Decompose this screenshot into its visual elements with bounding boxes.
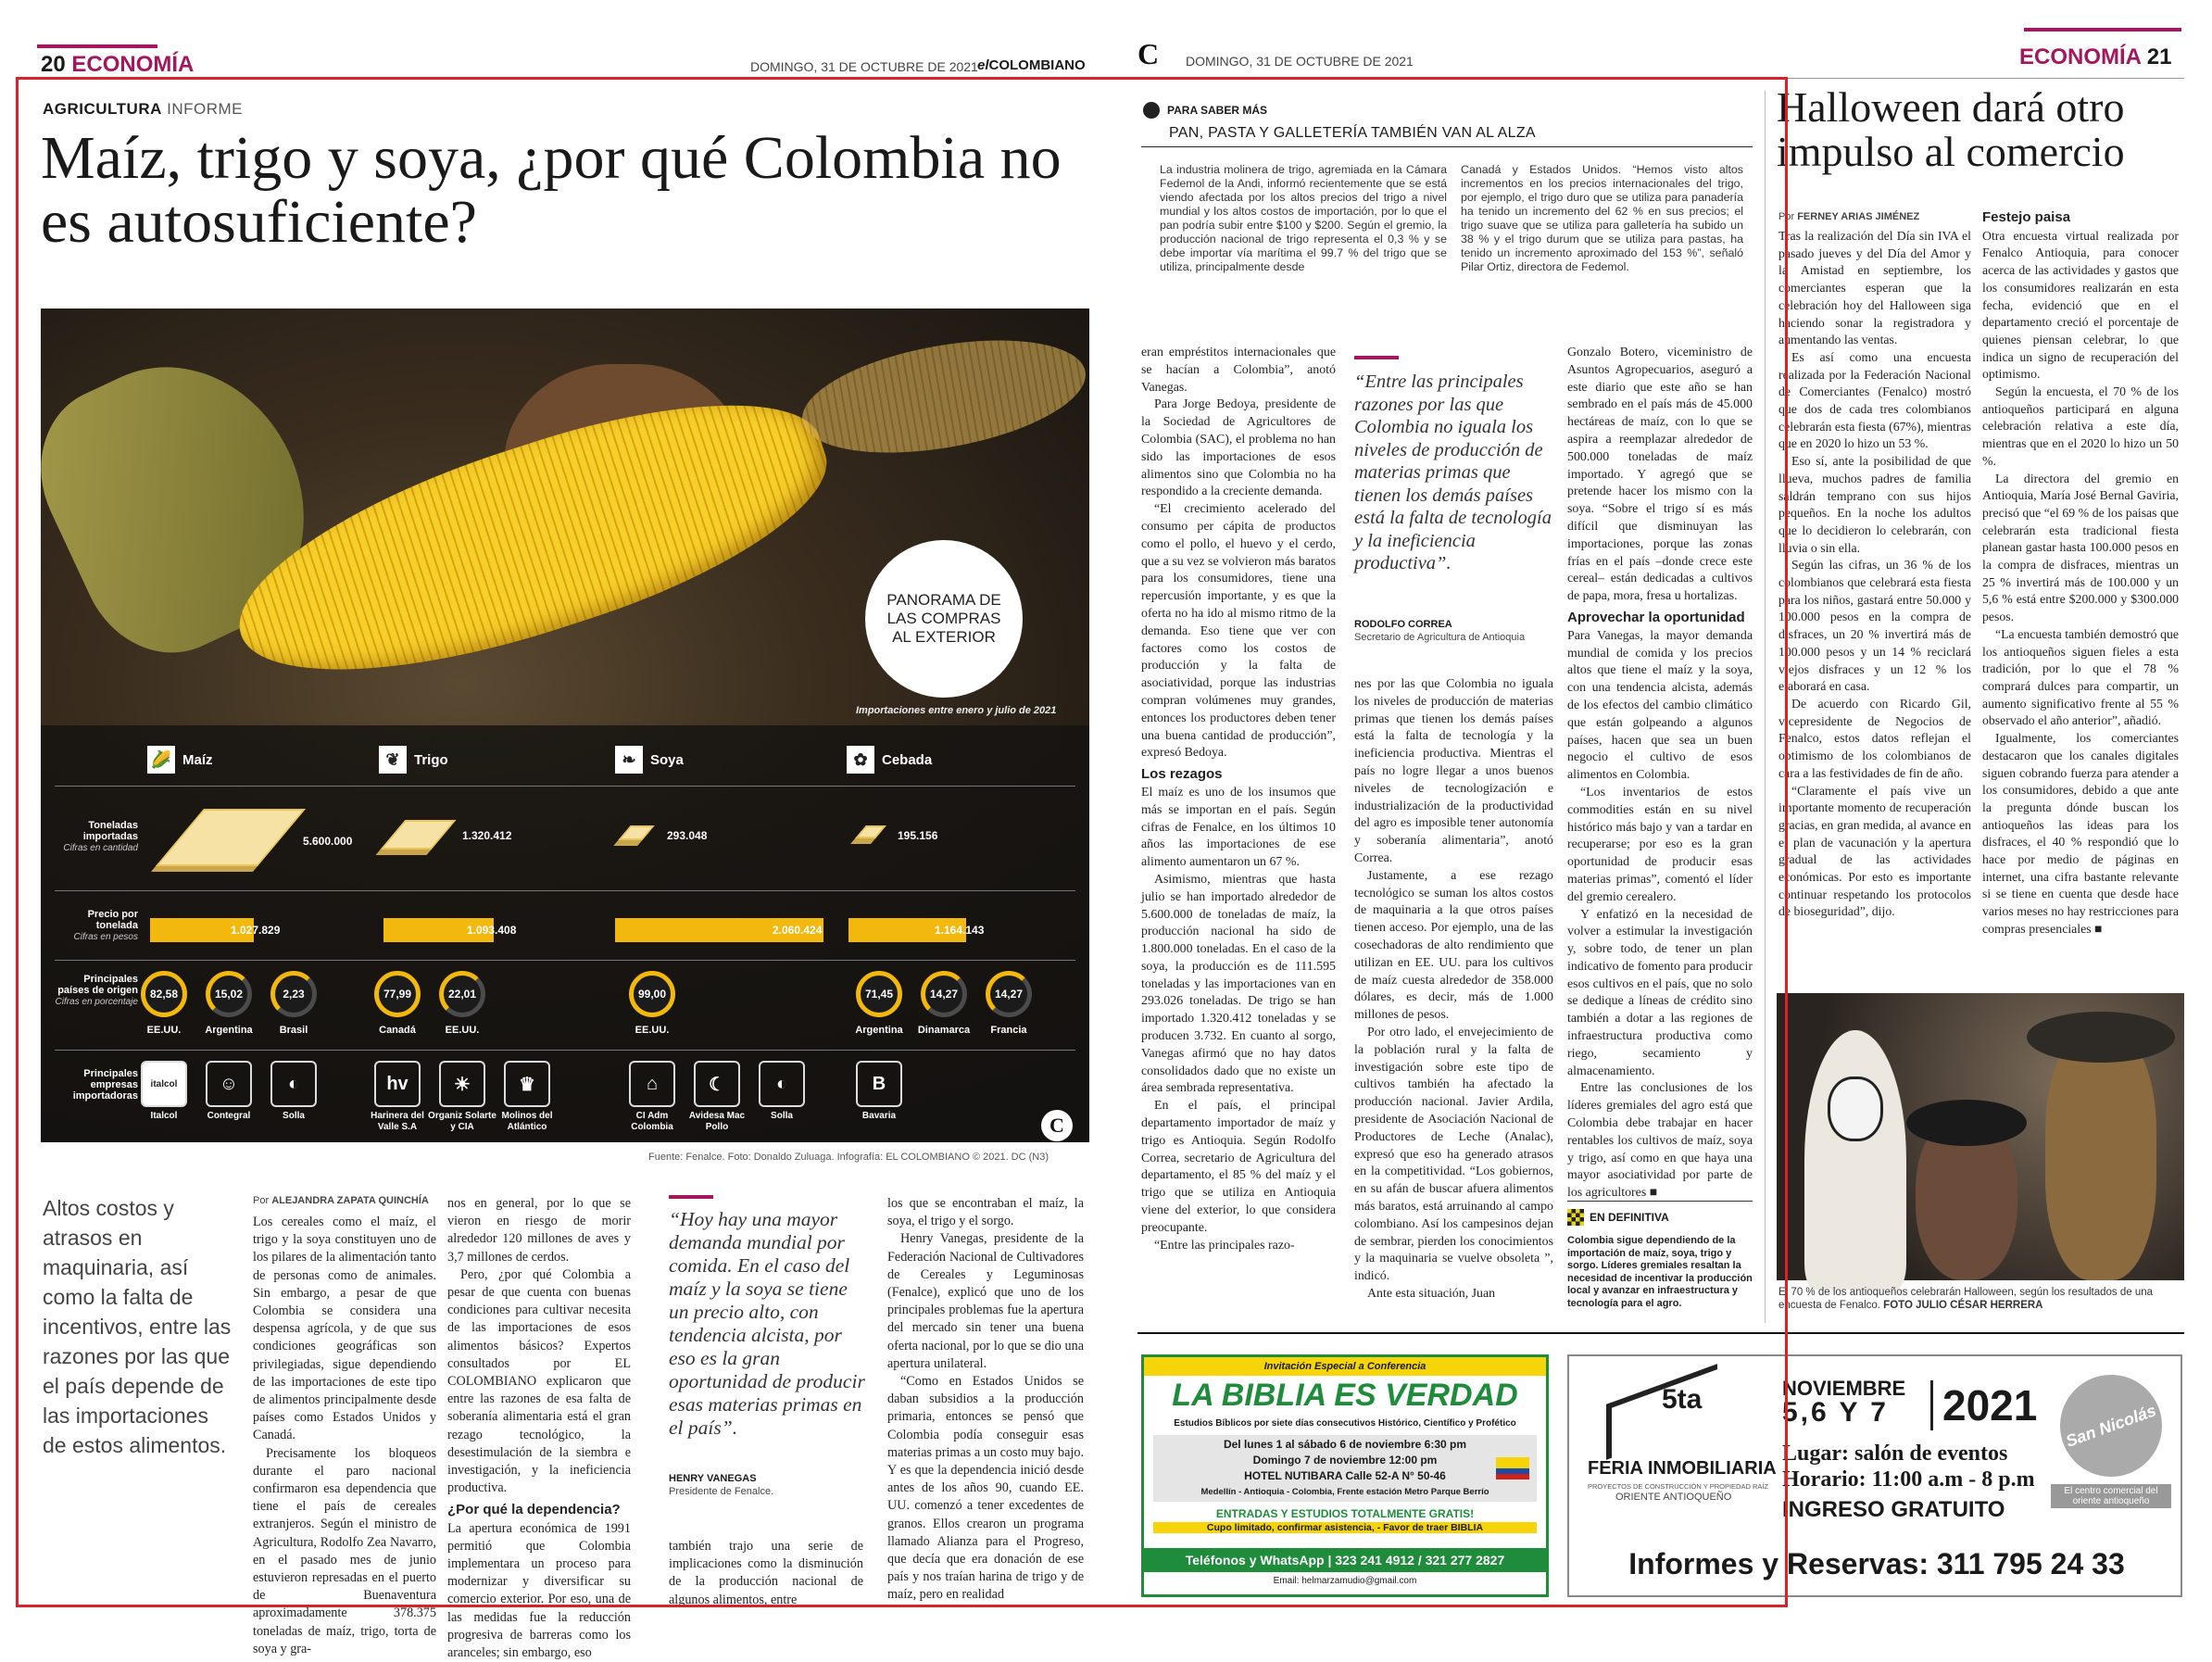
ad-title: LA BIBLIA ES VERDAD — [1172, 1378, 1518, 1413]
price-value: 1.164.143 — [935, 924, 985, 937]
subhead: Los rezagos — [1141, 766, 1223, 783]
right-col-2 — [1354, 676, 1553, 1303]
pullquote-role: Presidente de Fenalce. — [669, 1486, 774, 1497]
ad-feria — [1567, 1354, 2182, 1597]
solla-logo: ◐ — [270, 1061, 317, 1107]
row-separator — [55, 786, 1075, 787]
quote2-role: Secretario de Agricultura de Antioquia — [1354, 632, 1526, 643]
paragraph: Igualmente, los comerciantes destacaron que los canales digitales siguen cobrando fuerza para atender a los consumidores, debido a que ante la pregunta dónde buscan los antioqueños las ideas para los disfraces, el 40 % respondió que lo hace por medio de páginas en internet, una cifra bastante relevante si se tiene en cuenta que desde hace varios meses no hay restricciones para compras presenciales ■ — [1982, 731, 2179, 936]
origin-country: Francia — [990, 1025, 1027, 1036]
article-col-2 — [447, 1195, 631, 1662]
definitiva-label: EN DEFINITIVA — [1567, 1209, 1669, 1226]
article-col-3-bottom: también trajo una serie de implicaciones como la disminución de la producción nacional de algunos alimentos, entre — [669, 1539, 863, 1607]
quote2-name: RODOLFO CORREA — [1354, 619, 1452, 630]
paragraph: Gonzalo Botero, viceministro de Asuntos Agropecuarios, aseguró a este diario que este año se han sembrado en el país más de 45.000 hectáreas de maíz, con lo que se aspira a reemplazar alrededor de 500.000 toneladas de maíz importado. Y agregó que se pretende hacer los mismo con la soya. “Sobre el trigo sí es más difícil que disminuyan las importaciones, porque las zonas frías en el país –donde crece este cereal– están dedicadas a cultivos de papa, mora, fresa u hortalizas. — [1567, 346, 1753, 604]
tons-value: 1.320.412 — [462, 829, 512, 842]
subhead: Festejo paisa — [1982, 209, 2071, 225]
article-col-1 — [253, 1214, 436, 1658]
origin-label: Principales países de origen Cifras en porcentaje — [55, 974, 138, 1007]
origin-share-circle: 82,58 — [141, 971, 187, 1017]
halloween-col-a — [1778, 228, 1971, 921]
right-col-3 — [1567, 345, 1753, 1202]
avidesa-logo: ☾ — [694, 1061, 740, 1107]
company-name: Solla — [283, 1111, 305, 1121]
row-separator — [55, 890, 1075, 891]
sidebar-title: PAN, PASTA Y GALLETERÍA TAMBIÉN VAN AL ALZA — [1169, 125, 1536, 141]
origin-share-circle: 15,02 — [206, 971, 252, 1017]
headline: Maíz, trigo y soya, ¿por qué Colombia no es autosuficiente? — [41, 124, 1062, 256]
tons-value: 5.600.000 — [303, 835, 353, 848]
ad-fair-tagline: PROYECTOS DE CONSTRUCCIÓN Y PROPIEDAD RAÍZ — [1588, 1482, 1769, 1491]
deck: Altos costos y atrasos en maquinaria, así como la falta de incentivos, entre las razones por las que el país depende de las importaciones de estos alimentos. — [43, 1196, 232, 1457]
ad-entry: INGRESO GRATUITO — [1782, 1497, 2005, 1522]
left-page-bar — [37, 44, 157, 48]
paragraph: Tras la realización del Día sin IVA el pasado jueves y del Día del Amor y la Amistad en septiembre, los comerciantes esperan que la celebración hoy del Halloween siga haciendo sonar la registradora y aumentando las ventas. — [1778, 229, 1971, 347]
origin-share-circle: 77,99 — [374, 971, 421, 1017]
row-separator — [55, 960, 1075, 961]
sidebar-col-1: La industria molinera de trigo, agremiada en la Cámara Fedemol de la Andi, informó recientemente que se está viendo afectada por los altos precios del trigo a nivel mundial y los altos costos de importación, por lo que el pan podría subir entre $100 y $200. Según el gremio, la producción nacional de trigo representa el 0,3 % y se debe importar vía marítima el 99.7 % del trigo que se utiliza, principalmente desde — [1160, 163, 1447, 273]
right-col-1 — [1141, 345, 1336, 1254]
paragraph: eran empréstitos internacionales que se hacían a Colombia”, anotó Vanegas. — [1141, 346, 1336, 395]
column-divider — [1765, 91, 1766, 1323]
origin-share-circle: 2,23 — [270, 971, 317, 1017]
ad-place: Lugar: salón de eventos — [1782, 1442, 2008, 1466]
infographic — [41, 308, 1089, 1142]
company-name: CI Adm Colombia — [631, 1111, 673, 1132]
origin-country: EE.UU. — [635, 1025, 670, 1036]
paragraph: De acuerdo con Ricardo Gil, vicepresidente de Negocios de Fenalco, estos datos reflejan el optimismo de los colombianos de cara a las festividades de fin de año. — [1778, 696, 1971, 780]
origin-share-circle: 99,00 — [629, 971, 675, 1017]
paragraph: “Los inventarios de estos commodities están en su nivel histórico más bajo y van a tardar en recuperarse; por eso es la gran oportunidad de producir esas materias primas”, comentó el líder del gremio cerealero. — [1567, 785, 1753, 904]
section-label: ECONOMÍA — [71, 52, 195, 77]
paragraph: Según las cifras, un 36 % de los colombianos que celebrará esta fiesta para los niños, gastará entre 50.000 y 100.000 pesos en la compra de disfraces, un 20 % invertirá más de 100.000 pesos y un 14 % reciclará viejos disfraces y un 12 % los elaborará en casa. — [1778, 558, 1971, 694]
ad-fair-name: FERIA INMOBILIARIA — [1588, 1458, 1777, 1479]
costume-skull-face — [1828, 1077, 1883, 1141]
bavaria-logo: B — [856, 1061, 902, 1107]
ad-edition: 5ta — [1662, 1384, 1703, 1415]
byline: Por ALEJANDRA ZAPATA QUINCHÍA — [253, 1195, 429, 1206]
paragraph: La directora del gremio en Antioquia, María José Bernal Gaviria, precisó que “el 69 % de los paisas que celebrarán esta tradicional fiesta planean gastar hasta 100.000 pesos en la compra de disfraces, mientras un 25 % invertirá más de 100.000 y un 5,6 % está entre $200.000 y $300.000 pesos. — [1982, 471, 2179, 624]
paragraph: “Entre las principales razo- — [1154, 1238, 1295, 1253]
ad-rule — [1137, 1332, 2184, 1334]
origin-country: EE.UU. — [146, 1025, 182, 1036]
costume-nun — [1804, 1030, 1906, 1290]
ad-reservations: Informes y Reservas: 311 795 24 33 — [1628, 1547, 2125, 1580]
origin-country: Argentina — [205, 1025, 253, 1036]
header-rule — [1137, 78, 2184, 79]
paragraph: Por otro lado, el envejecimiento de la población rural y la falta de investigación sobre este tipo de cultivos también ha afectado la producción nacional. Javier Ardila, presidente de Asociación Nacional de Productores de Leche (Analac), expresó que eso ha generado atrasos en la competitividad. “Los gobiernos, en su afán de buscar afuera alimentos más baratos, está arruinando al campo colombiano. Así los campesinos dejan de sembrar, pierden los conocimientos y la maquinaria se vuelve obsoleta ”, indicó. — [1354, 1025, 1553, 1284]
san-nicolas-logo-icon: San Nicolás — [2060, 1375, 2162, 1477]
origin-country: Brasil — [279, 1025, 308, 1036]
paragraph: “La encuesta también demostró que los antioqueños siguen fieles a esta tradición, por lo que el 78 % comprará dulces para compartir, un aumento significativo frente al 55 % observado el año anterior”, añadió. — [1982, 626, 2179, 728]
paragraph: nos en general, por lo que se vieron en riesgo de morir alrededor 120 millones de aves y 3,7 millones de cerdos. — [447, 1196, 631, 1265]
halloween-photo — [1777, 993, 2184, 1280]
tons-label: Toneladas importadas Cifras en cantidad — [63, 820, 138, 853]
paragraph: Pero, ¿por qué Colombia a pesar de que cuenta con buenas condiciones para cultivar necesita de las importaciones de esos alimentos básicos? Expertos consultados por EL COLOMBIANO explicaron que entre las razones de esa falta de soberanía alimentaria está el gran rezago tecnológico, la desestimulación de la siembra e investigación, y la ineficiencia productiva. — [447, 1266, 631, 1496]
colombiano-logo-icon: C — [1041, 1110, 1073, 1141]
company-name: Italcol — [150, 1111, 178, 1121]
halloween-caption: El 70 % de los antioqueños celebrarán Halloween, según los resultados de una encuesta de Fenalco. FOTO JULIO CÉSAR HERRERA — [1778, 1287, 2154, 1311]
paragraph: Justamente, a ese rezago tecnológico se suman los altos costos de maquinaria a la que otros países tienen acceso. Por ejemplo, una de las cosechadoras de alto rendimiento que utilizan en EE. UU. para los cultivos de maíz cuesta alrededor de 358.000 dólares, es decir, más de 1.000 millones de pesos. — [1354, 868, 1553, 1023]
pullquote-rule — [669, 1195, 713, 1199]
paragraph: Es así como una encuesta realizada por la Federación Nacional de Comerciantes (Fenalco) mostró que dos de cada tres colombianos celebrarán esta fiesta (67%), mientras que en 2020 lo hizo un 53 %. — [1778, 349, 1971, 451]
origin-share-circle: 14,27 — [986, 971, 1032, 1017]
pullquote-name: HENRY VANEGAS — [669, 1473, 757, 1484]
ad-dates: Del lunes 1 al sábado 6 de noviembre 6:30 pm Domingo 7 de noviembre 12:00 pm HOTEL NUTIBARA Calle 52-A N° 50-46 Medellín - Antioquia - Colombia, Frente estación Metro Parque Berrío — [1153, 1435, 1537, 1502]
paragraph: “Claramente el país vive un importante momento de recuperación gracias, en gran medida, al avance en el plan de vacunación y la apertura gradual de las actividades económicas. Por esto es importante continuar respetando los protocolos de bioseguridad”, dijo. — [1778, 783, 1971, 919]
ad-month: NOVIEMBRE — [1782, 1377, 1906, 1400]
ecuador-flag-icon — [1496, 1457, 1529, 1479]
infographic-credit: Fuente: Fenalce. Foto: Donaldo Zuluaga. Infografía: EL COLOMBIANO © 2021. DC (N3) — [648, 1152, 1049, 1163]
info-sidebar — [1141, 93, 1753, 324]
paragraph: El maíz es uno de los insumos que más se importan en el país. Según cifras de Fenalce, en los últimos 10 años las importaciones de ese alimento aumentaron un 67 %. — [1141, 785, 1336, 870]
lightbulb-icon — [1143, 102, 1160, 119]
ad-limited: Cupo limitado, confirmar asistencia, - Favor de traer BIBLIA — [1153, 1522, 1537, 1533]
origin-country: Dinamarca — [917, 1025, 971, 1036]
ad-free: ENTRADAS Y ESTUDIOS TOTALMENTE GRATIS! — [1215, 1507, 1475, 1520]
contegral-logo: ☺ — [206, 1061, 252, 1107]
ci-adm-logo: ⌂ — [629, 1061, 675, 1107]
paragraph: La apertura económica de 1991 permitió que Colombia implementara un proceso para modernizar y diversificar su comercio exterior. Por eso, una de las medidas fue la reducción progresiva de barreras como los aranceles; sin embargo, eso — [447, 1520, 631, 1661]
corn-icon: 🌽 — [147, 746, 175, 774]
page-number: 20 — [41, 52, 66, 77]
barley-icon: ✿ — [847, 746, 874, 774]
subhead: Aprovechar la oportunidad — [1567, 609, 1745, 625]
paragraph: nes por las que Colombia no iguala los niveles de producción de materias primas que tienen los demás países está la falta de tecnología y la ineficiencia productiva. Mientras el país no logre llegar a unos buenos niveles de tecnologización e industrialización de la productividad del agro es imposible tener autonomía y soberanía alimentaria”, anotó Correa. — [1354, 677, 1553, 865]
left-date: DOMINGO, 31 DE OCTUBRE DE 2021 — [750, 59, 978, 74]
kicker: AGRICULTURA INFORME — [43, 100, 244, 118]
crop-header-cebada: ✿ Cebada — [847, 746, 932, 774]
panorama-badge: PANORAMA DE LAS COMPRAS AL EXTERIOR — [865, 540, 1023, 698]
paragraph: En el país, el principal departamento importador de maíz y trigo es Antioquia. Según Rodolfo Correa, secretario de Agricultura del departamento, el 85 % del maíz y el trigo que se utiliza en Antioquia viene del exterior, lo que considera preocupante. — [1141, 1099, 1336, 1235]
ad-biblia — [1141, 1354, 1549, 1597]
ad-mall-tag: El centro comercial del oriente antioqueño — [2051, 1484, 2171, 1508]
sidebar-tag: PARA SABER MÁS — [1143, 102, 1267, 119]
solla-logo: ◐ — [759, 1061, 805, 1107]
masthead: elCOLOMBIANO — [977, 57, 1086, 73]
paragraph: los que se encontraban el maíz, la soya, el trigo y el sorgo. — [887, 1196, 1084, 1229]
crop-header-maiz: 🌽 Maíz — [147, 746, 213, 774]
origin-share-circle: 22,01 — [439, 971, 485, 1017]
company-name: Solla — [771, 1111, 793, 1121]
organiz-solarte-logo: ☀ — [439, 1061, 485, 1107]
company-name: Harinera del Valle S.A — [371, 1111, 424, 1132]
company-name: Contegral — [207, 1111, 251, 1121]
ad-invite: Invitación Especial a Conferencia — [1144, 1357, 1546, 1376]
paragraph: Y enfatizó en la necesidad de volver a estimular la investigación y, sobre todo, de tener un plan indicativo de fomento para producir esos cultivos en el país, que no solo se dedique a líneas de crédito sino también a dotar a las regiones de infraestructura productiva como riego, secamiento y almacenamiento. — [1567, 907, 1753, 1078]
crop-header-trigo: ❦ Trigo — [379, 746, 448, 774]
ad-email: Email: helmarzamudio@gmail.com — [1273, 1576, 1417, 1586]
tons-value: 293.048 — [667, 829, 708, 842]
paragraph: Ante esta situación, Juan — [1367, 1286, 1496, 1301]
paragraph: Según la encuesta, el 70 % de los antioqueños participará en alguna celebración relativa a este día, mientras que en el 2020 lo hizo un 50 %. — [1982, 384, 2179, 468]
costume-hat — [1906, 1100, 2027, 1146]
ad-days: 5,6 Y 7 — [1782, 1397, 1889, 1428]
right-date: DOMINGO, 31 DE OCTUBRE DE 2021 — [1186, 54, 1414, 69]
origin-country: Argentina — [855, 1025, 903, 1036]
background-corn — [794, 321, 1094, 472]
right-c-logo-icon: C — [1137, 37, 1160, 70]
subhead: ¿Por qué la dependencia? — [447, 1502, 621, 1518]
paragraph: Para Jorge Bedoya, presidente de la Sociedad de Agricultores de Colombia (SAC), el problema no han sido las importaciones de esos alimentos sino que Colombia no ha respondido a la creciente demanda. — [1141, 397, 1336, 499]
halloween-title: Halloween dará otro impulso al comercio — [1777, 83, 2125, 175]
paragraph: Eso sí, ante la posibilidad de que llueva, muchos padres de familia saldrán temprano con sus hijos pequeños. En la noche los adultos que lo decidieron lo celebrarán, con lluvia o sin ella. — [1778, 454, 1971, 555]
ad-year: 2021 — [1930, 1380, 2037, 1430]
row-separator — [55, 1050, 1075, 1051]
price-label: Precio por tonelada Cifras en pesos — [73, 909, 138, 942]
crop-header-soya: ❧ Soya — [615, 746, 684, 774]
tons-value: 195.156 — [898, 829, 938, 842]
paragraph: Entre las conclusiones de los líderes gremiales del agro está que Colombia debe trabajar en hacer rentables los cultivos de maíz, soya y trigo, así como en que haya una mayor asociatividad por parte de los agricultores ■ — [1567, 1081, 1753, 1201]
price-value: 1.027.829 — [231, 924, 281, 937]
definitiva-text: Colombia sigue dependiendo de la importación de maíz, soya, trigo y sorgo. Líderes gremiales resaltan la necesidad de incentivar la producción local y avanzar en infraestructura y tecnología para el agro. — [1567, 1235, 1753, 1309]
costume-hat — [2027, 1012, 2175, 1063]
price-value: 2.060.424 — [773, 924, 823, 937]
harinera-logo: hv — [374, 1061, 421, 1107]
paragraph: Asimismo, mientras que hasta julio se han importado alrededor de 5.600.000 de toneladas de maíz, la producción nacional ha sido de 1.800.000 toneladas. En el caso de la soya, la producción es de 111.595 toneladas y las importaciones van en 293.026 toneladas. De trigo se han importado 1.320.412 toneladas y se producen 3.732. En cuanto al sorgo, Vanegas afirmó que no hay datos consolidados dado que no existe un área sembrada representativa. — [1141, 872, 1336, 1096]
paragraph: Henry Vanegas, presidente de la Federación Nacional de Cultivadores de Cereales y Leguminosas (Fenalce), explicó que uno de los principales problemas fue la apertura del mercado sin tener una buena oferta nacional, por lo que se dio una apertura unilateral. — [887, 1231, 1084, 1371]
left-page-header — [41, 52, 194, 78]
molinos-atlantico-logo: ♛ — [504, 1061, 550, 1107]
right-page-header: ECONOMÍA 21 — [2019, 44, 2172, 69]
company-name: Organiz Solarte y CIA — [428, 1111, 496, 1132]
origin-country: EE.UU. — [445, 1025, 480, 1036]
period-note: Importaciones entre enero y julio de 2021 — [856, 705, 1057, 716]
companies-label: Principales empresas importadoras — [72, 1068, 138, 1102]
checker-icon — [1567, 1209, 1584, 1226]
ad-sub: Estudios Bíblicos por siete días consecutivos Histórico, Científico y Profético — [1174, 1418, 1516, 1429]
italcol-logo: italcol — [141, 1061, 187, 1107]
wheat-icon: ❦ — [379, 746, 407, 774]
right-page-bar — [2024, 28, 2181, 31]
origin-share-circle: 14,27 — [921, 971, 967, 1017]
article-col-4 — [887, 1195, 1084, 1605]
ad-fair-region: ORIENTE ANTIOQUEÑO — [1615, 1492, 1732, 1503]
ad-hours: Horario: 11:00 a.m - 8 p.m — [1782, 1467, 2035, 1492]
halloween-col-b — [1982, 209, 2179, 938]
costume-scarecrow — [2045, 1030, 2156, 1280]
paragraph: “El crecimiento acelerado del consumo per cápita de productos como el pollo, el huevo y el cerdo, que a su vez se volvieron más baratos para los consumidores, tiene una repercusión importante, y es que la oferta no ha ido al mismo ritmo de la demanda. Eso tiene que ver con factores como los costos de producción y la falta de asociatividad, porque las industrias compran volúmenes muy grandes, entonces los productores deben tener una buena cantidad de producción”, expresó Bedoya. — [1141, 502, 1336, 761]
origin-share-circle: 71,45 — [856, 971, 902, 1017]
company-name: Molinos del Atlántico — [501, 1111, 553, 1132]
price-value: 1.093.408 — [467, 924, 517, 937]
paragraph: “Como en Estados Unidos se daban subsidios a la producción primaria, entonces se pensó que Colombia podía conseguir esas materias primas a un costo muy bajo. Y es que la dependencia inició desde antes de los años 90, cuando EE. UU. comenzó a tener excedentes de granos. Ellos crearon un programa llamado Alianza para el Progreso, que decía que era donación de ese país y nos traían harina de trigo y de maíz, pero en realidad — [887, 1374, 1084, 1603]
origin-country: Canadá — [379, 1025, 416, 1036]
pullquote: “Hoy hay una mayor demanda mundial por comida. En el caso del maíz y la soya se tiene un precio alto, con tendencia alcista, por eso es la gran oportunidad de producir esas materias primas en el país”. — [669, 1208, 865, 1439]
company-name: Avidesa Mac Pollo — [688, 1111, 746, 1132]
header-rule — [37, 78, 1093, 79]
paragraph: Otra encuesta virtual realizada por Fenalco Antioquia, para conocer acerca de las actividades y gastos que los consumidores realizarán en esta fecha, evidenció que en el departamento creció el porcentaje de quienes piensan celebrar, lo que indica un signo de recuperación del optimismo. — [1982, 228, 2179, 382]
sidebar-rule — [1141, 146, 1753, 147]
paragraph: Los cereales como el maíz, el trigo y la soya constituyen uno de los pilares de la alimentación tanto de personas como de animales. Sin embargo, a pesar de que Colombia se considera una despensa agrícola, y de que sus condiciones geográficas son privilegiadas, sigue dependiendo de las importaciones de este tipo de alimentos principalmente desde países como Estados Unidos y Canadá. — [253, 1215, 436, 1443]
en-definitiva-box — [1567, 1201, 1753, 1332]
quote2-rule — [1354, 356, 1399, 359]
soy-icon: ❧ — [615, 746, 643, 774]
company-name: Bavaria — [861, 1111, 897, 1121]
quote-correa: “Entre las principales razones por las que Colombia no iguala los niveles de producción de materias primas que tienen los demás países está la falta de tecnología y la ineficiencia productiva”. — [1354, 371, 1552, 573]
paragraph: Precisamente los bloqueos durante el paro nacional confirmaron esa dependencia que tiene el país de cereales extranjeros. Según el ministro de Agricultura, Rodolfo Zea Navarro, en el pasado mes de junio estuvieron represadas en el puerto de Buenaventura aproximadamente 378.375 toneladas de maíz, trigo, torta de soya y gra- — [253, 1445, 436, 1656]
paragraph: Para Vanegas, la mayor demanda mundial de comida y los precios altos que tiene el maíz y la soya, con una tendencia alcista, además de los efectos del cambio climático que están golpeando a algunos países, hacen que sea un buen negocio el cultivo de esos alimentos en Colombia. — [1567, 628, 1753, 783]
halloween-byline: Por FERNEY ARIAS JIMÉNEZ — [1778, 211, 1920, 222]
sidebar-col-2: Canadá y Estados Unidos. “Hemos visto altos incrementos en los precios internacionales del trigo, por ejemplo, el trigo duro que se utiliza para panadería ha tenido un incremento del 62 % en sus precios; el trigo suave que se utiliza para galletería ha subido un 38 % y el trigo durum que se utiliza para pastas, ha tenido un incremento aproximado del 153 %”, señaló Pilar Ortiz, directora de Fedemol. — [1461, 163, 1743, 273]
ad-phones: Teléfonos y WhatsApp | 323 241 4912 / 321 277 2827 — [1144, 1548, 1546, 1572]
